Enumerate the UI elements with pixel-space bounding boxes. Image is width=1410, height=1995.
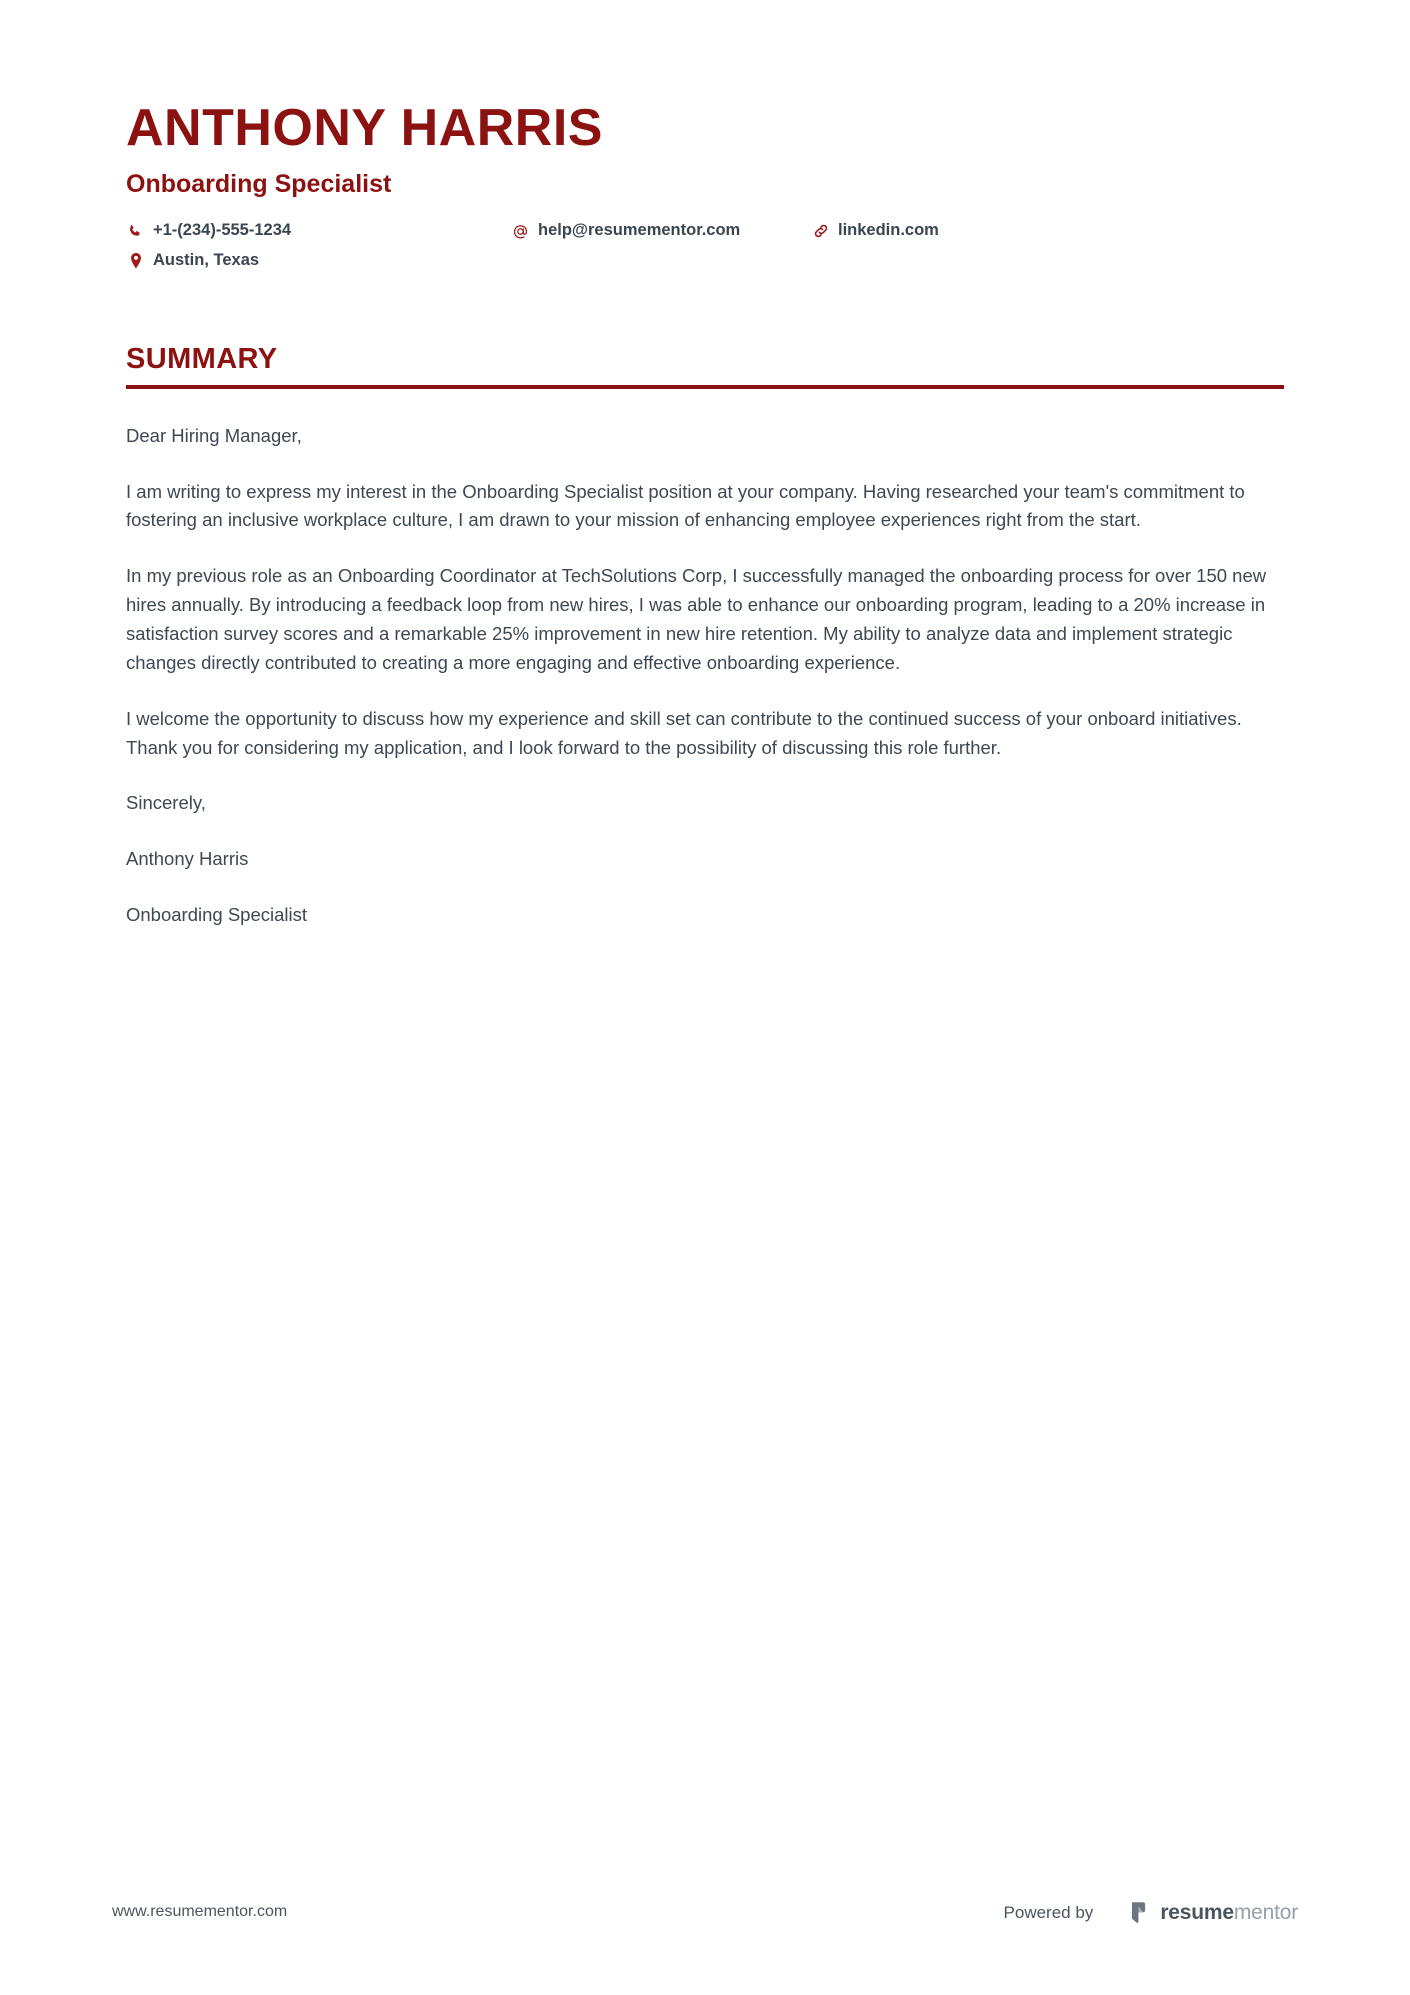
brand-wordmark-secondary: mentor — [1233, 1901, 1298, 1924]
footer-website-url[interactable]: www.resumementor.com — [112, 1903, 288, 1920]
job-title: Onboarding Specialist — [126, 170, 392, 199]
contact-row-primary — [126, 221, 1284, 241]
contact-email-label: help@resumementor.com — [538, 221, 741, 240]
letter-closing: Sincerely, — [126, 792, 206, 814]
summary-section — [126, 344, 1284, 930]
header — [126, 0, 1284, 271]
contact-phone[interactable] — [126, 221, 511, 241]
footer — [0, 1875, 1410, 1995]
contact-row-secondary — [126, 251, 1284, 271]
contact-location — [126, 251, 511, 271]
contact-linkedin[interactable] — [811, 221, 1111, 241]
page-title: ANTHONY HARRIS — [126, 99, 603, 157]
powered-by-label: Powered by — [1003, 1902, 1094, 1922]
footer-branding — [1004, 1900, 1298, 1925]
brand-wordmark — [1160, 1902, 1298, 1923]
contact-location-label: Austin, Texas — [153, 250, 260, 269]
brand-wordmark-primary: resume — [1160, 1901, 1234, 1924]
letter-body — [126, 422, 1284, 930]
letter-paragraph-3: I welcome the opportunity to discuss how my experience and skill set can contribute to the continued success of your onboard initiatives. Thank you for considering my application, and I look forward to the possibility of discussing this role further. — [126, 707, 1242, 758]
letter-salutation: Dear Hiring Manager, — [126, 424, 302, 446]
phone-icon — [126, 222, 145, 241]
section-heading-summary: SUMMARY — [126, 342, 278, 375]
link-icon — [811, 222, 830, 241]
document-content — [126, 0, 1284, 930]
contact-phone-label: +1-(234)-555-1234 — [153, 221, 292, 240]
letter-paragraph-1: I am writing to express my interest in the Onboarding Specialist position at your company. Having researched your team's commitment to fostering an inclusive workplace culture, I am drawn to your mission of enhancing employee experiences right from the start. — [126, 480, 1245, 531]
contact-email[interactable] — [511, 221, 811, 241]
letter-paragraph-2: In my previous role as an Onboarding Coordinator at TechSolutions Corp, I successfully managed the onboarding process for over 150 new hires annually. By introducing a feedback loop from new hires, I was able to enhance our onboarding program, leading to a 20% increase in satisfaction survey scores and a remarkable 25% improvement in new hire retention. My ability to analyze data and implement strategic changes directly contributed to creating a more engaging and effective onboarding experience. — [126, 565, 1267, 673]
map-pin-icon — [126, 251, 145, 270]
resumementor-logo[interactable] — [1130, 1900, 1298, 1925]
contact-info — [126, 221, 1284, 271]
bookmark-logo-icon — [1130, 1900, 1151, 1925]
contact-linkedin-label: linkedin.com — [838, 221, 939, 240]
letter-signature-name: Anthony Harris — [126, 848, 249, 870]
email-at-icon — [511, 222, 530, 241]
section-divider — [126, 385, 1284, 389]
letter-signature-title: Onboarding Specialist — [126, 904, 307, 926]
